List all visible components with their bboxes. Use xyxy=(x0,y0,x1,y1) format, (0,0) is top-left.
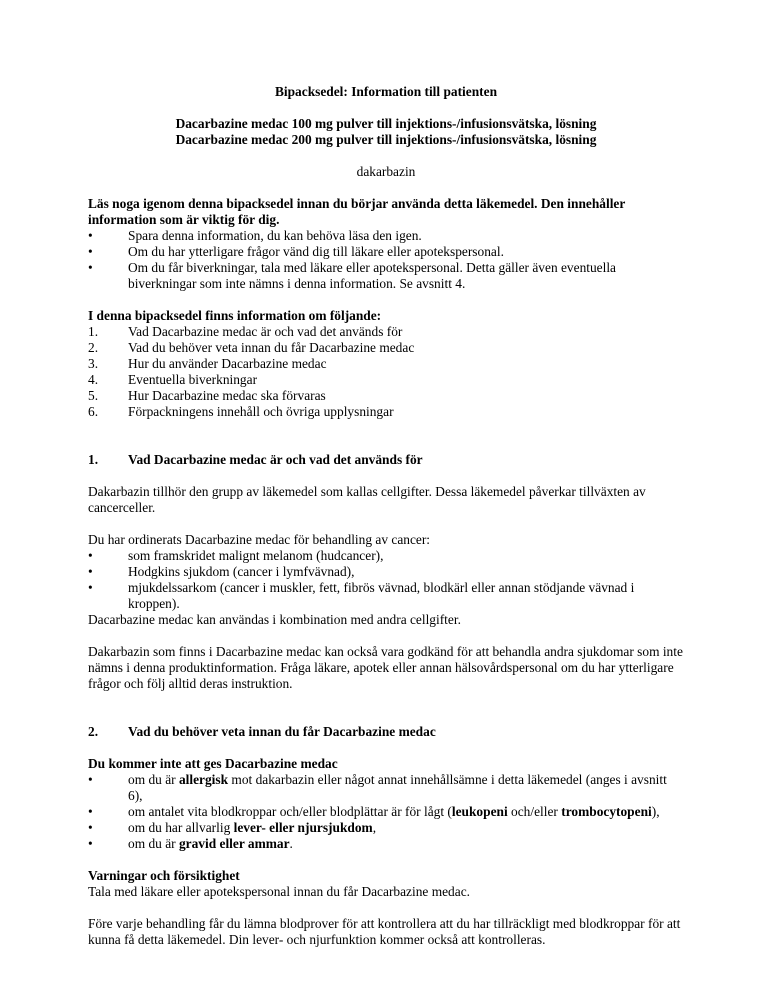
list-item: • Om du får biverkningar, tala med läkare eller apotekspersonal. Detta gäller även eventuella biverkningar som inte nämns i denna information. Se avsnitt 4. xyxy=(88,260,617,291)
contraindications-heading: Du kommer inte att ges Dacarbazine medac xyxy=(88,756,338,771)
section-2-paragraph: Före varje behandling får du lämna blodprover för att kontrollera att du har tillräckligt med blodkroppar för att kunna få detta läkemedel. Din lever- och njurfunktion kommer också att kontrolleras. xyxy=(88,916,681,947)
bullet-symbol: • xyxy=(88,228,93,243)
list-item: • om du är gravid eller ammar. xyxy=(88,836,293,851)
list-item: • om antalet vita blodkroppar och/eller blodplättar är för lågt (leukopeni och/eller trombocytopeni), xyxy=(88,804,660,819)
toc-item: 5. Hur Dacarbazine medac ska förvaras xyxy=(88,388,326,403)
list-item: • om du är allergisk mot dakarbazin eller något annat innehållsämne i detta läkemedel (anges i avsnitt 6), xyxy=(88,772,667,803)
toc-item: 6. Förpackningens innehåll och övriga upplysningar xyxy=(88,404,394,419)
intro-warning: Läs noga igenom denna bipacksedel innan du börjar använda detta läkemedel. Den innehåller information som är viktig för dig. xyxy=(88,196,626,227)
product-name-100mg: Dacarbazine medac 100 mg pulver till injektions-/infusionsvätska, lösning xyxy=(175,116,597,131)
section-1-paragraph: Dakarbazin som finns i Dacarbazine medac kan också vara godkänd för att behandla andra sjukdomar som inte nämns i denna produktinformation. Fråga läkare, apotek eller annan hälsovårdspersonal om du har ytterligare frågor och följ alltid deras instruktion. xyxy=(88,644,683,691)
toc-item: 2. Vad du behöver veta innan du får Dacarbazine medac xyxy=(88,340,415,355)
bullet-symbol: • xyxy=(88,244,93,259)
list-item: • Spara denna information, du kan behöva läsa den igen. xyxy=(88,228,422,243)
section-1-paragraph: Dacarbazine medac kan användas i kombination med andra cellgifter. xyxy=(88,612,461,627)
section-2-paragraph: Tala med läkare eller apotekspersonal innan du får Dacarbazine medac. xyxy=(88,884,470,899)
product-name-200mg: Dacarbazine medac 200 mg pulver till injektions-/infusionsvätska, lösning xyxy=(175,132,597,147)
leaflet-page xyxy=(88,84,684,948)
list-item: • om du har allvarlig lever- eller njursjukdom, xyxy=(88,820,377,835)
bullet-symbol: • xyxy=(88,260,93,275)
section-2-heading: 2. Vad du behöver veta innan du får Dacarbazine medac xyxy=(88,724,436,739)
toc-item: 4. Eventuella biverkningar xyxy=(88,372,258,387)
toc-item: 3. Hur du använder Dacarbazine medac xyxy=(88,356,327,371)
leaflet-title: Bipacksedel: Information till patienten xyxy=(274,84,498,99)
list-item: • Hodgkins sjukdom (cancer i lymfvävnad), xyxy=(88,564,355,579)
warnings-heading: Varningar och försiktighet xyxy=(88,868,240,883)
active-substance: dakarbazin xyxy=(356,164,416,179)
section-1-paragraph: Du har ordinerats Dacarbazine medac för behandling av cancer: xyxy=(88,532,431,547)
list-item: • mjukdelssarkom (cancer i muskler, fett, fibrös vävnad, blodkärl eller annan stödjande vävnad i kroppen). xyxy=(88,580,635,611)
list-item: • som framskridet malignt melanom (hudcancer), xyxy=(88,548,384,563)
toc-heading: I denna bipacksedel finns information om följande: xyxy=(88,308,382,323)
list-item: • Om du har ytterligare frågor vänd dig till läkare eller apotekspersonal. xyxy=(88,244,504,259)
toc-item: 1. Vad Dacarbazine medac är och vad det används för xyxy=(88,324,403,339)
section-1-heading: 1. Vad Dacarbazine medac är och vad det används för xyxy=(88,452,423,467)
section-1-paragraph: Dakarbazin tillhör den grupp av läkemedel som kallas cellgifter. Dessa läkemedel påverkar tillväxten av cancerceller. xyxy=(88,484,646,515)
